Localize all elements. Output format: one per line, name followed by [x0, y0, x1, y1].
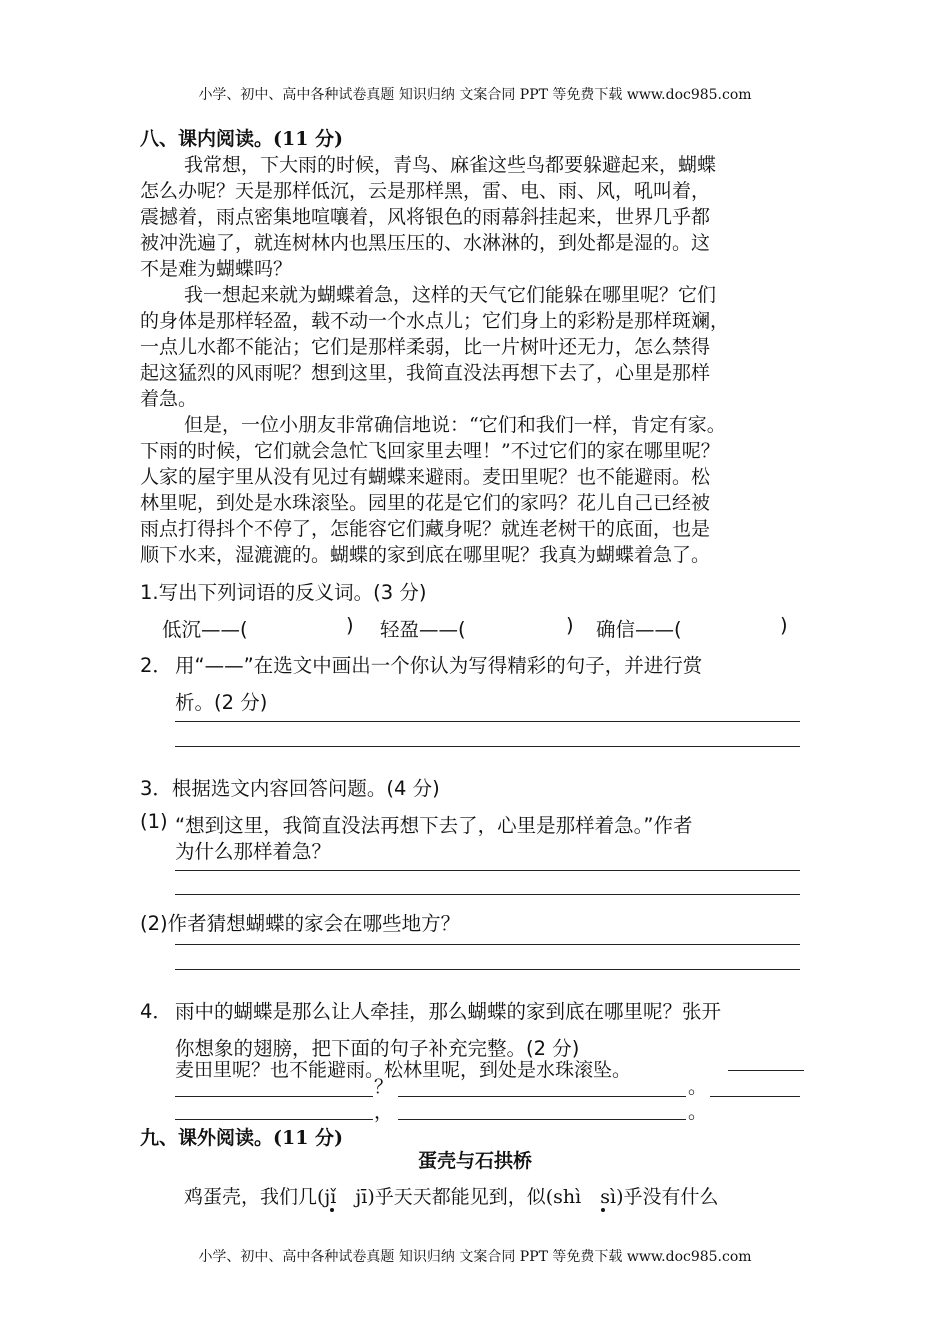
page-header: 小学、初中、高中各种试卷真题 知识归纳 文案合同 PPT 等免费下载 www.doc985.com [198, 87, 752, 103]
question-4-line-1: 雨中的蝴蝶是那么让人牵挂，那么蝴蝶的家到底在哪里呢？张开 [175, 1000, 722, 1023]
q1-close-3: ) [780, 614, 788, 637]
question-1-stem: 1.写出下列词语的反义词。(3 分) [140, 581, 427, 604]
q1-close-2: ) [566, 614, 574, 637]
answer-line[interactable] [175, 746, 800, 747]
article-title: 蛋壳与石拱桥 [417, 1150, 532, 1172]
question-4-number: 4． [140, 1000, 172, 1023]
passage-line: 着急。 [140, 388, 198, 410]
passage-line: 但是，一位小朋友非常确信地说：“它们和我们一样，肯定有家。 [184, 414, 726, 436]
q1-word-2: 轻盈——( [380, 618, 466, 641]
section-8-title: 八、课内阅读。(11 分) [140, 128, 344, 150]
answer-line[interactable] [175, 721, 800, 722]
section-9-title: 九、课外阅读。(11 分) [140, 1127, 344, 1149]
question-4-punct-4: 。 [688, 1101, 708, 1123]
fill-blank[interactable] [728, 1070, 804, 1071]
passage-line: 起这猛烈的风雨呢？想到这里，我简直没法再想下去了，心里是那样 [140, 362, 711, 384]
passage-line: 我一想起来就为蝴蝶着急，这样的天气它们能躲在哪里呢？它们 [184, 284, 717, 306]
fill-blank[interactable] [398, 1119, 686, 1120]
fill-blank[interactable] [710, 1096, 800, 1097]
emphasis-dot [330, 1208, 334, 1212]
page-footer: 小学、初中、高中各种试卷真题 知识归纳 文案合同 PPT 等免费下载 www.doc985.com [198, 1249, 752, 1265]
passage-line: 被冲洗遍了，就连树林内也黑压压的、水淋淋的，到处都是湿的。这 [140, 232, 711, 254]
question-4-punct-2: 。 [688, 1076, 708, 1098]
question-4-punct-3: ， [374, 1101, 394, 1123]
fill-blank[interactable] [175, 1096, 373, 1097]
question-2-number: 2． [140, 654, 172, 677]
passage-line: 一点儿水都不能沾；它们是那样柔弱，比一片树叶还无力，怎么禁得 [140, 336, 711, 358]
passage-line: 不是难为蝴蝶吗？ [140, 258, 293, 280]
answer-line[interactable] [175, 944, 800, 945]
question-4-line-2: 你想象的翅膀，把下面的句子补充完整。(2 分) [175, 1037, 580, 1060]
q1-close-1: ) [346, 614, 354, 637]
fill-blank[interactable] [175, 1119, 373, 1120]
passage-line: 的身体是那样轻盈，载不动一个水点儿；它们身上的彩粉是那样斑斓， [140, 310, 730, 332]
question-3-sub-1-line-1: “想到这里，我简直没法再想下去了，心里是那样着急。”作者 [175, 814, 693, 837]
q1-word-1: 低沉——( [162, 618, 248, 641]
answer-line[interactable] [175, 870, 800, 871]
question-4-punct-1: ？ [374, 1076, 394, 1098]
answer-line[interactable] [175, 969, 800, 970]
question-3-sub-2: (2)作者猜想蝴蝶的家会在哪些地方？ [140, 912, 461, 935]
passage-line: 怎么办呢？天是那样低沉，云是那样黑，雷、电、雨、风，吼叫着， [140, 180, 711, 202]
passage-line: 雨点打得抖个不停了，怎能容它们藏身呢？就连老树干的底面，也是 [140, 518, 711, 540]
q1-word-3: 确信——( [596, 618, 682, 641]
question-2-line-1: 用“——”在选文中画出一个你认为写得精彩的句子，并进行赏 [175, 654, 703, 677]
question-3-stem: 3．根据选文内容回答问题。(4 分) [140, 777, 440, 800]
question-3-sub-1-line-2: 为什么那样着急？ [175, 840, 332, 863]
emphasis-dot [601, 1208, 605, 1212]
passage-line: 林里呢，到处是水珠滚坠。园里的花是它们的家吗？花儿自己已经被 [140, 492, 711, 514]
fill-blank[interactable] [398, 1096, 686, 1097]
article-first-line: 鸡蛋壳，我们几(jǐ jī)乎天天都能见到，似(shì sì)乎没有什么 [184, 1186, 719, 1208]
answer-line[interactable] [175, 894, 800, 895]
passage-line: 我常想，下大雨的时候，青鸟、麻雀这些鸟都要躲避起来，蝴蝶 [184, 154, 717, 176]
question-4-prompt: 麦田里呢？也不能避雨。松林里呢，到处是水珠滚坠。 [175, 1059, 632, 1081]
question-2-line-2: 析。(2 分) [175, 691, 268, 714]
passage-line: 震撼着，雨点密集地喧嚷着，风将银色的雨幕斜挂起来，世界几乎都 [140, 206, 711, 228]
question-3-sub-1-number: (1) [140, 810, 168, 833]
passage-line: 下雨的时候，它们就会急忙飞回家里去哩！”不过它们的家在哪里呢？ [140, 440, 720, 462]
passage-line: 人家的屋宇里从没有见过有蝴蝶来避雨。麦田里呢？也不能避雨。松 [140, 466, 711, 488]
passage-line: 顺下水来，湿漉漉的。蝴蝶的家到底在哪里呢？我真为蝴蝶着急了。 [140, 544, 711, 566]
